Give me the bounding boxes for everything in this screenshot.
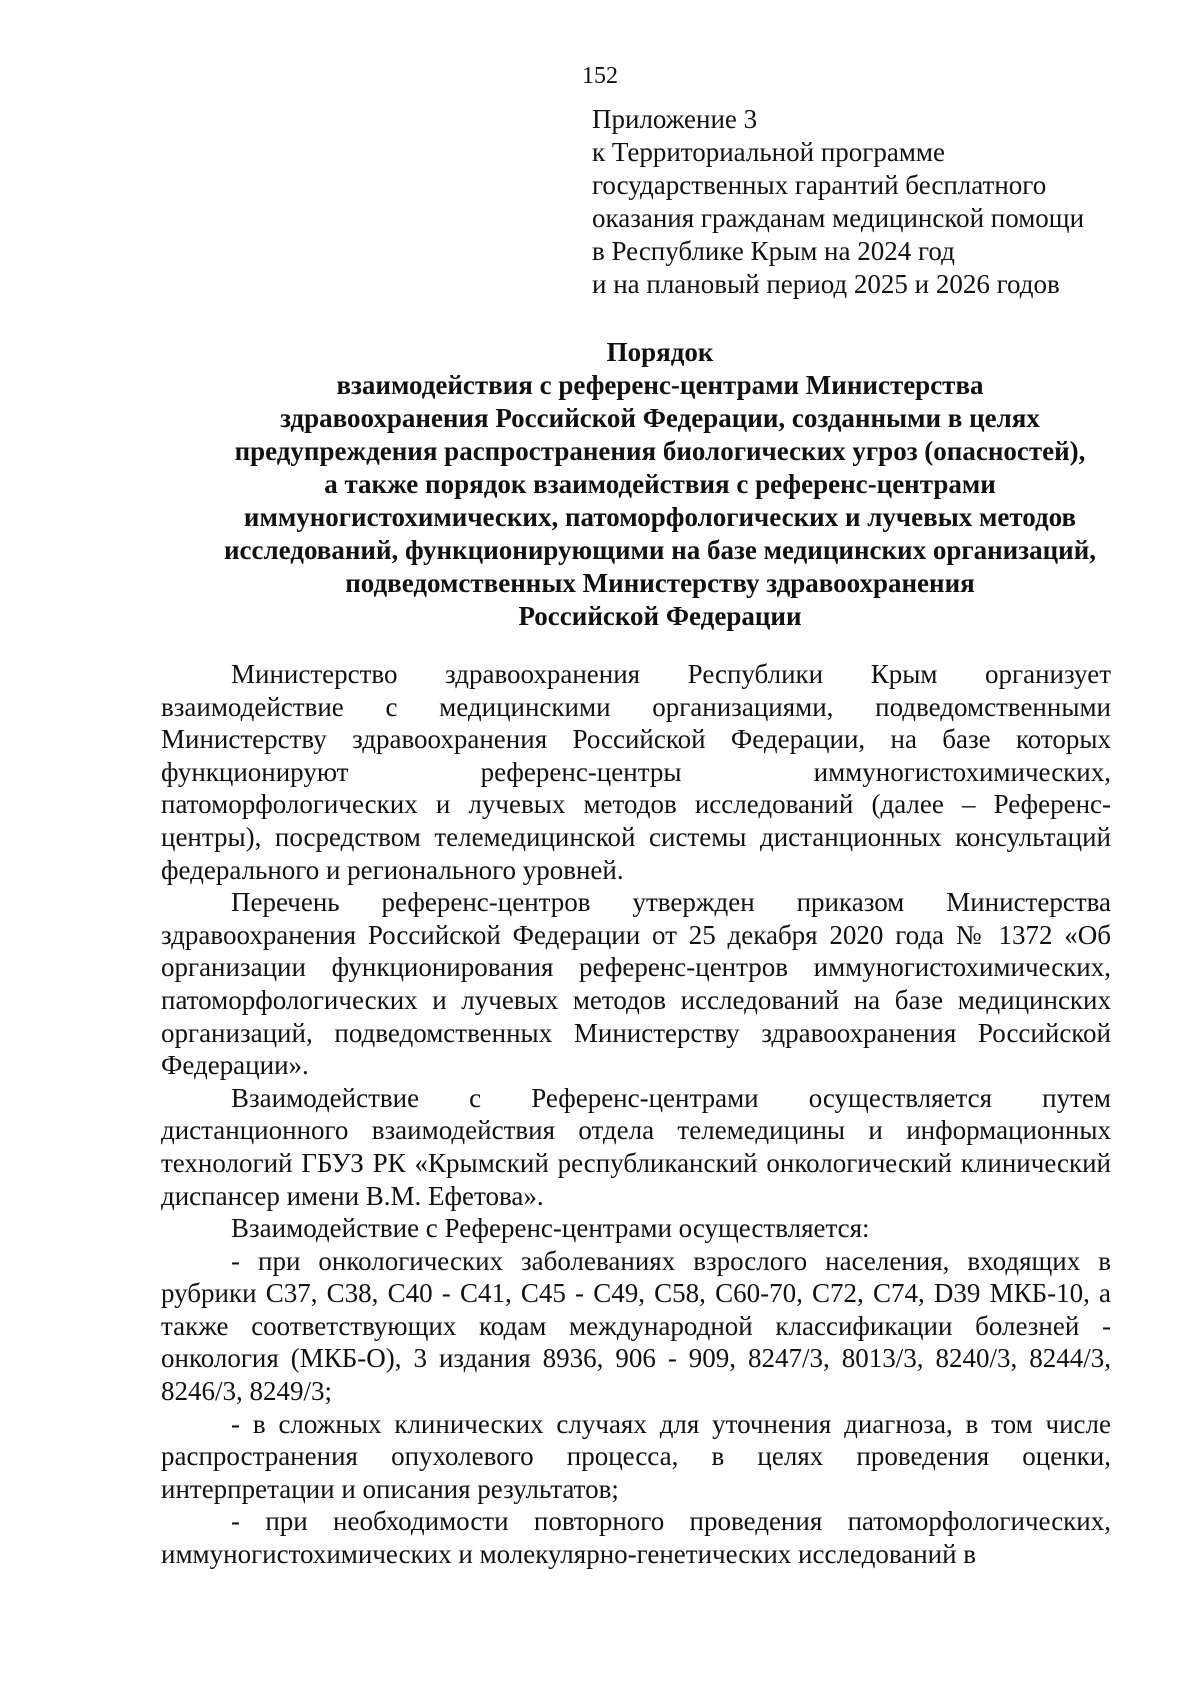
title-line: подведомственных Министерству здравоохранения xyxy=(345,568,975,598)
title-line: иммуногистохимических, патоморфологических и лучевых методов xyxy=(243,502,1077,532)
appendix-header xyxy=(592,103,1172,301)
appendix-line: к Территориальной программе xyxy=(592,137,945,167)
title-line: взаимодействия с референс-центрами Министерства xyxy=(336,370,984,400)
title-line: предупреждения распространения биологических угроз (опасностей), xyxy=(234,436,1086,466)
title-line: Российской Федерации xyxy=(518,601,802,631)
body-paragraph: Взаимодействие с Референс-центрами осуществляется: xyxy=(231,1213,870,1244)
document-body xyxy=(161,658,1111,1571)
appendix-line: оказания гражданам медицинской помощи xyxy=(592,203,1085,233)
appendix-line: государственных гарантий бесплатного xyxy=(592,170,1047,200)
list-item: - при онкологических заболеваниях взрослого населения, входящих в рубрики С37, С38, С40 - С41, С45 - С49, С58, С60-70, С72, С74, D39 МКБ-10, а также соответствующих кодам международной классификации болезней - онкология (МКБ-О), 3 издания 8936, 906 - 909, 8247/3, 8013/3, 8240/3, 8244/3, 8246/3, 8249/3; xyxy=(161,1245,1111,1407)
appendix-line: Приложение 3 xyxy=(592,104,758,134)
title-line: здравоохранения Российской Федерации, созданными в целях xyxy=(280,403,1040,433)
title-line: а также порядок взаимодействия с референс-центрами xyxy=(324,469,996,499)
list-item: - в сложных клинических случаях для уточнения диагноза, в том числе распространения опухолевого процесса, в целях проведения оценки, интерпретации и описания результатов; xyxy=(161,1408,1111,1504)
body-paragraph: Перечень референс-центров утвержден приказом Министерства здравоохранения Российской Федерации от 25 декабря 2020 года № 1372 «Об организации функционирования референс-центров иммуногистохимических, патоморфологических и лучевых методов исследований на базе медицинских организаций, подведомственных Министерству здравоохранения Российской Федерации». xyxy=(161,887,1111,1081)
body-paragraph: Министерство здравоохранения Республики Крым организует взаимодействие с медицинскими организациями, подведомственными Министерству здравоохранения Российской Федерации, на базе которых функционируют референс-центры иммуногистохимических, патоморфологических и лучевых методов исследований (далее – Референс-центры), посредством телемедицинской системы дистанционных консультаций федерального и регионального уровней. xyxy=(161,659,1111,885)
document-title xyxy=(160,336,1160,633)
appendix-line: и на плановый период 2025 и 2026 годов xyxy=(592,269,1060,299)
list-item: - при необходимости повторного проведения патоморфологических, иммуногистохимических и молекулярно-генетических исследований в xyxy=(161,1506,1111,1570)
body-paragraph: Взаимодействие с Референс-центрами осуществляется путем дистанционного взаимодействия отдела телемедицины и информационных технологий ГБУЗ РК «Крымский республиканский онкологический клинический диспансер имени В.М. Ефетова». xyxy=(161,1082,1111,1211)
appendix-line: в Республике Крым на 2024 год xyxy=(592,236,955,266)
title-line: Порядок xyxy=(606,337,714,367)
page-number: 152 xyxy=(582,63,618,89)
title-line: исследований, функционирующими на базе медицинских организаций, xyxy=(223,535,1097,565)
